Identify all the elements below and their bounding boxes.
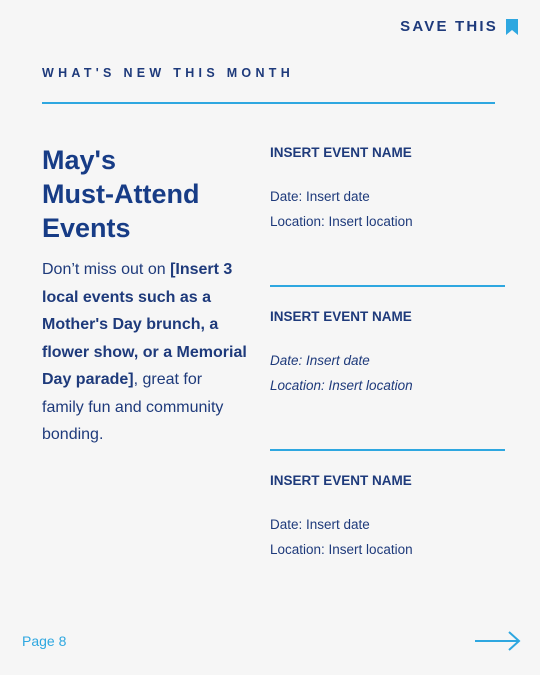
event-location: Location: Insert location <box>270 542 413 557</box>
intro-highlight: [Insert 3 local events such as a Mother's Day brunch, a flower show, or a Memorial Day parade] <box>42 261 247 388</box>
event-name: INSERT EVENT NAME <box>270 309 412 324</box>
event-card <box>270 472 505 562</box>
intro-paragraph <box>42 256 247 449</box>
title-line: Events <box>42 213 131 243</box>
arrow-right-icon <box>474 639 522 656</box>
event-card <box>270 144 505 234</box>
event-name: INSERT EVENT NAME <box>270 473 412 488</box>
section-kicker: WHAT'S NEW THIS MONTH <box>42 66 295 80</box>
event-date: Date: Insert date <box>270 189 370 204</box>
title-line: May's <box>42 145 116 175</box>
event-date: Date: Insert date <box>270 517 370 532</box>
save-this-label: SAVE THIS <box>400 18 498 35</box>
title-line: Must-Attend <box>42 179 200 209</box>
intro-prefix: Don’t miss out on <box>42 261 171 278</box>
page-title <box>42 143 252 245</box>
event-location: Location: Insert location <box>270 214 413 229</box>
event-location: Location: Insert location <box>270 378 413 393</box>
event-card <box>270 308 505 398</box>
bookmark-icon <box>506 19 518 35</box>
next-page-button[interactable] <box>474 630 522 652</box>
event-divider <box>270 449 505 451</box>
intro-suffix: , great for family fun and community bonding. <box>42 371 224 443</box>
event-name: INSERT EVENT NAME <box>270 145 412 160</box>
top-divider <box>42 102 495 104</box>
event-date: Date: Insert date <box>270 353 370 368</box>
save-this-button[interactable] <box>400 18 518 35</box>
event-divider <box>270 285 505 287</box>
page-number: Page 8 <box>22 633 67 649</box>
